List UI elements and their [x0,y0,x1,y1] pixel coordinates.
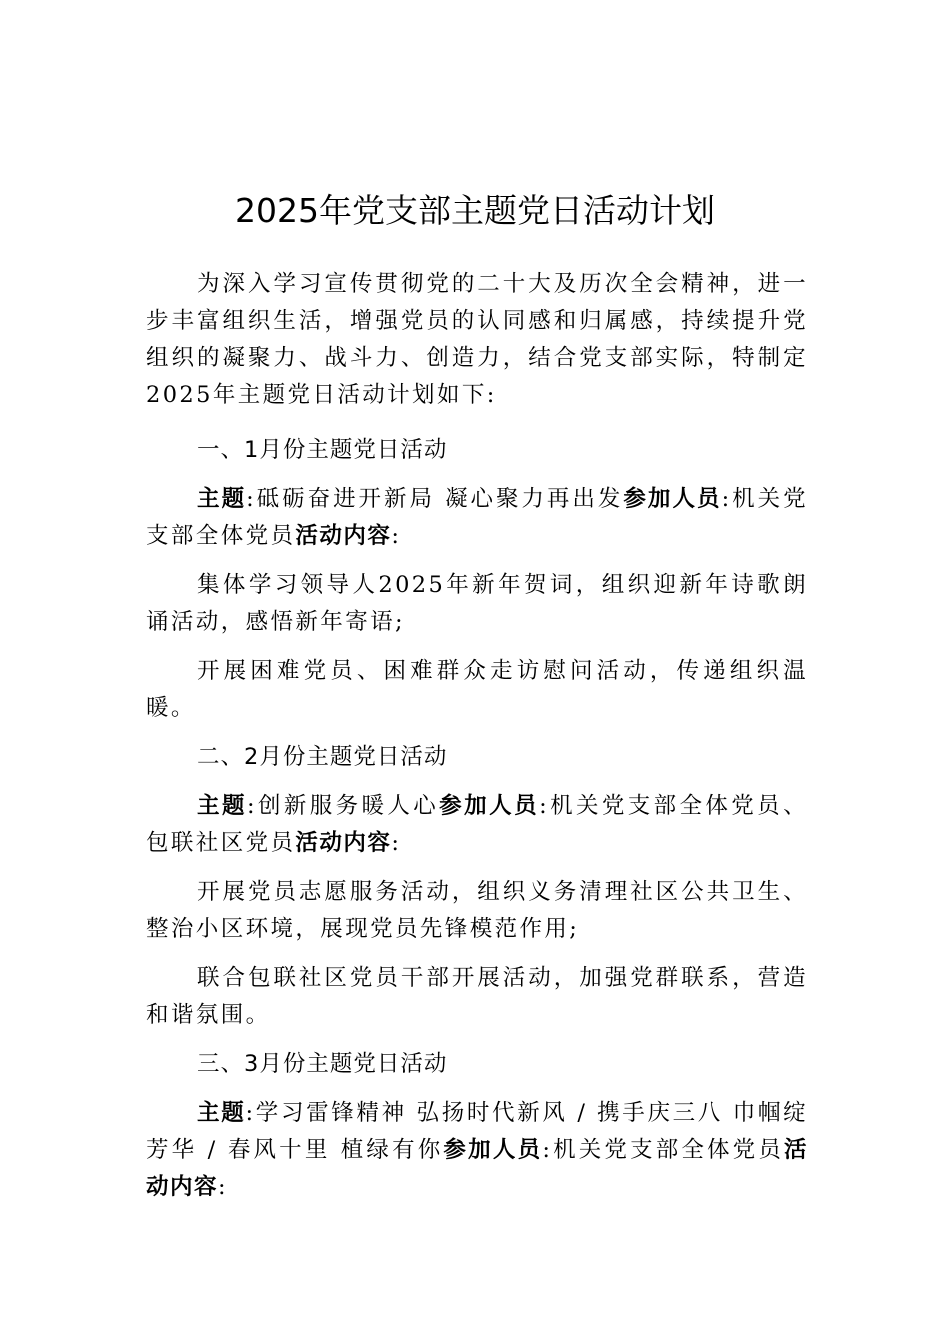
section-heading: 一、1月份主题党日活动 [197,437,448,463]
activity-item: 联合包联社区党员干部开展活动，加强党群联系，营造和谐氛围。 [146,965,808,1028]
participants-value: 机关党支部全体党员 [146,486,808,549]
theme-value: 学习雷锋精神 弘扬时代新风 / 携手庆三八 巾帼绽芳华 / 春风十里 植绿有你 [146,1100,808,1163]
section-meta [146,481,808,555]
colon: : [391,523,402,549]
theme-label: 主题 [197,486,247,512]
section-heading: 三、3月份主题党日活动 [197,1051,448,1077]
colon: : [721,486,732,512]
theme-label: 主题 [197,793,247,819]
colon: : [218,1174,228,1200]
activity-item: 开展困难党员、困难群众走访慰问活动，传递组织温暖。 [146,658,808,721]
section-meta [146,1095,808,1206]
content-label: 活动内容 [146,1137,808,1200]
activity-item: 开展党员志愿服务活动，组织义务清理社区公共卫生、整治小区环境，展现党员先锋模范作用; [146,879,808,942]
section-meta [146,788,808,862]
colon: : [391,830,402,856]
colon: : [542,1137,553,1163]
theme-label: 主题 [197,1100,246,1126]
theme-value: 创新服务暖人心 [256,793,440,819]
colon: : [246,793,257,819]
colon: : [246,486,257,512]
intro-paragraph: 为深入学习宣传贯彻党的二十大及历次全会精神，进一步丰富组织生活，增强党员的认同感和归属感，持续提升党组织的凝聚力、战斗力、创造力，结合党支部实际，特制定2025年主题党日活动计划如下: [146,271,808,408]
section-heading: 二、2月份主题党日活动 [197,744,448,770]
content-label: 活动内容 [295,830,392,856]
participants-value: 机关党支部全体党员 [552,1137,784,1163]
participants-label: 参加人员 [623,486,722,512]
participants-label: 参加人员 [439,793,540,819]
colon: : [245,1100,256,1126]
content-label: 活动内容 [295,523,392,549]
document-title: 2025年党支部主题党日活动计划 [235,191,715,230]
participants-value: 机关党支部全体党员、包联社区党员 [146,793,808,856]
activity-item: 集体学习领导人2025年新年贺词，组织迎新年诗歌朗诵活动，感悟新年寄语; [146,572,808,635]
colon: : [539,793,550,819]
document-body [146,266,808,1206]
participants-label: 参加人员 [443,1137,543,1163]
theme-value: 砥砺奋进开新局 凝心聚力再出发 [256,486,624,512]
